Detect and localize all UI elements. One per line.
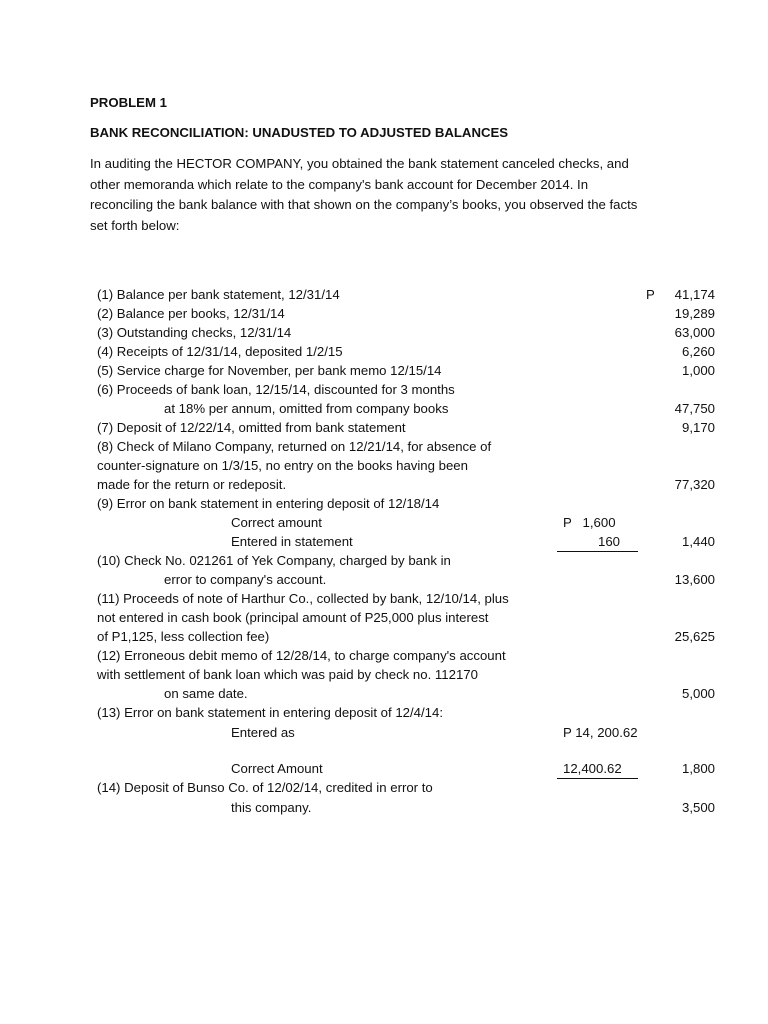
intro-paragraph	[90, 154, 680, 236]
item-7-text: (7) Deposit of 12/22/14, omitted from bank statement	[97, 420, 406, 435]
item-9-sub-value-2	[557, 533, 638, 552]
item-6-amount: 47,750	[674, 401, 715, 416]
item-1-amount: 41,174	[674, 287, 715, 302]
item-6-line-1: (6) Proceeds of bank loan, 12/15/14, discounted for 3 months	[97, 382, 455, 397]
item-13-sub-label-2: Correct Amount	[231, 761, 323, 776]
item-12-line-2: with settlement of bank loan which was paid by check no. 112170	[97, 667, 478, 682]
item-14-line-1: (14) Deposit of Bunso Co. of 12/02/14, credited in error to	[97, 780, 433, 795]
item-8-amount: 77,320	[674, 477, 715, 492]
item-3-amount: 63,000	[674, 325, 715, 340]
item-13-sub-value-1: P 14, 200.62	[563, 725, 638, 740]
item-9-sub-value-2-text: 160	[597, 534, 620, 549]
item-8-line-2: counter-signature on 1/3/15, no entry on the books having been	[97, 458, 468, 473]
item-13-sub-label-1: Entered as	[231, 725, 295, 740]
item-14-amount: 3,500	[681, 800, 715, 815]
item-1-text: (1) Balance per bank statement, 12/31/14	[97, 287, 340, 302]
item-11-line-3: of P1,125, less collection fee)	[97, 629, 270, 644]
item-4-amount: 6,260	[681, 344, 715, 359]
intro-line: reconciling the bank balance with that shown on the company’s books, you observed the facts	[90, 197, 638, 212]
intro-line: set forth below:	[90, 217, 180, 233]
item-9-sub-label-1: Correct amount	[231, 515, 322, 530]
item-9-line-1: (9) Error on bank statement in entering deposit of 12/18/14	[97, 496, 440, 511]
item-1-currency: P	[646, 287, 655, 302]
item-9-sub-value-1: P 1,600	[563, 515, 616, 530]
intro-line: In auditing the HECTOR COMPANY, you obtained the bank statement canceled checks, and	[90, 156, 629, 171]
item-10-amount: 13,600	[674, 572, 715, 587]
item-13-amount: 1,800	[681, 761, 715, 776]
item-5-text: (5) Service charge for November, per bank memo 12/15/14	[97, 363, 442, 378]
item-7-amount: 9,170	[681, 420, 715, 435]
item-3-text: (3) Outstanding checks, 12/31/14	[97, 325, 292, 340]
item-12-amount: 5,000	[681, 686, 715, 701]
item-4-text: (4) Receipts of 12/31/14, deposited 1/2/15	[97, 344, 343, 359]
item-6-line-2: at 18% per annum, omitted from company books	[164, 401, 449, 416]
item-10-line-2: error to company's account.	[164, 572, 327, 587]
item-2-amount: 19,289	[674, 306, 715, 321]
item-14-line-2: this company.	[231, 800, 312, 815]
item-9-sub-label-2: Entered in statement	[231, 534, 353, 549]
item-12-line-1: (12) Erroneous debit memo of 12/28/14, to charge company's account	[97, 648, 506, 663]
intro-line: other memoranda which relate to the company's bank account for December 2014. In	[90, 176, 589, 192]
item-2-text: (2) Balance per books, 12/31/14	[97, 306, 285, 321]
section-title: BANK RECONCILIATION: UNADUSTED TO ADJUSTED BALANCES	[90, 125, 509, 140]
item-13-sub-value-2-text: 12,400.62	[563, 761, 622, 776]
item-11-amount: 25,625	[674, 629, 715, 644]
item-11-line-2: not entered in cash book (principal amount of P25,000 plus interest	[97, 610, 489, 625]
item-11-line-1: (11) Proceeds of note of Harthur Co., collected by bank, 12/10/14, plus	[97, 591, 509, 606]
item-13-line-1: (13) Error on bank statement in entering deposit of 12/4/14:	[97, 705, 444, 720]
item-8-line-1: (8) Check of Milano Company, returned on 12/21/14, for absence of	[97, 439, 492, 454]
item-10-line-1: (10) Check No. 021261 of Yek Company, charged by bank in	[97, 553, 451, 568]
item-5-amount: 1,000	[681, 363, 715, 378]
item-12-line-3: on same date.	[164, 686, 248, 701]
item-8-line-3: made for the return or redeposit.	[97, 477, 287, 492]
item-9-amount: 1,440	[681, 534, 715, 549]
item-13-sub-value-2	[557, 760, 638, 779]
problem-heading: PROBLEM 1	[90, 95, 167, 110]
